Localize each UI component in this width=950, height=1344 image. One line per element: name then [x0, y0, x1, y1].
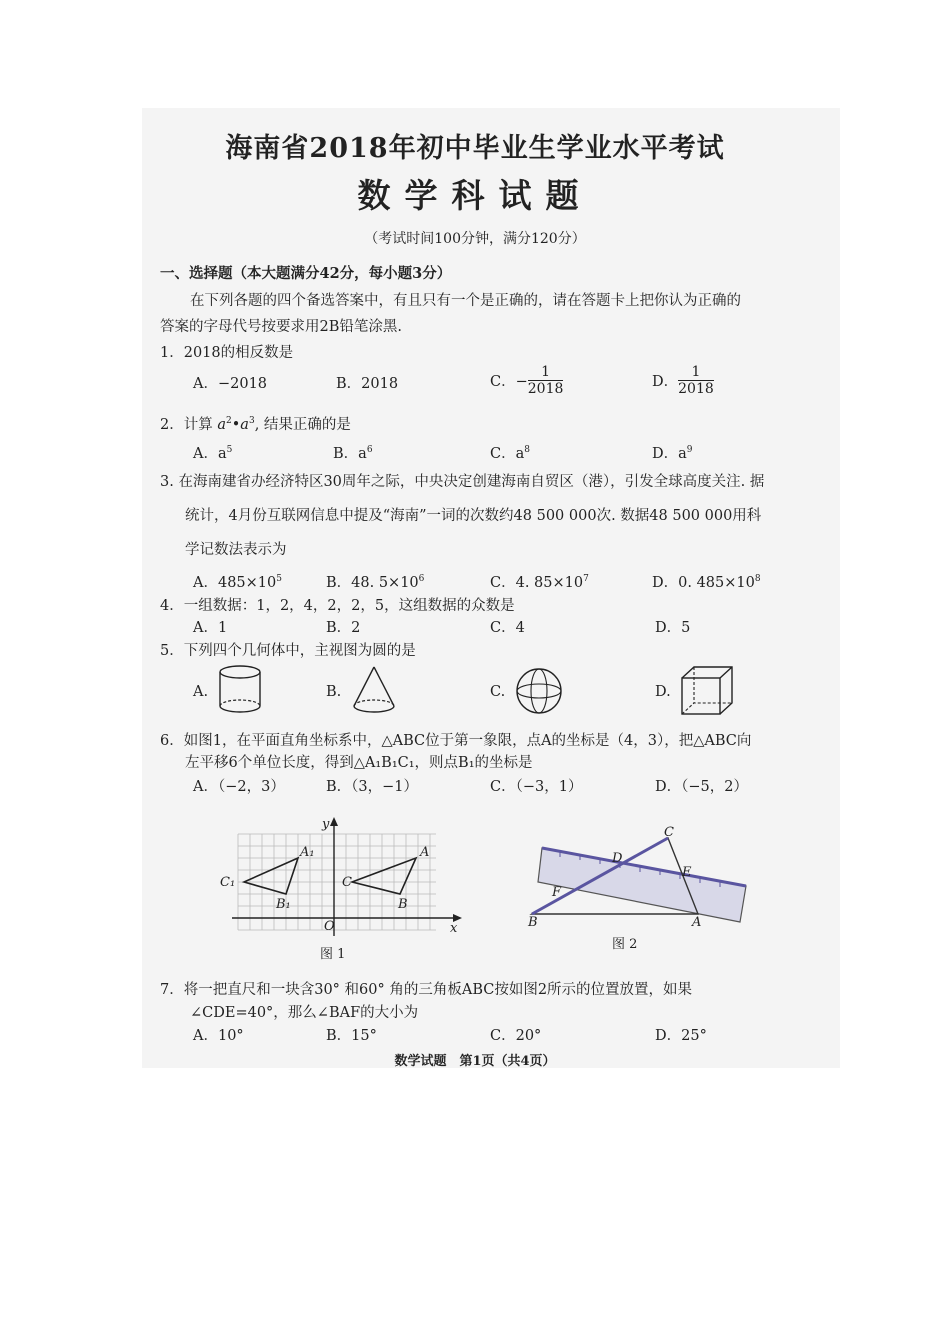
q2-stem-post: , 结果正确的是 — [254, 417, 351, 433]
ruler-shape — [538, 848, 746, 922]
q3-c-exp: 7 — [583, 574, 589, 585]
q5-option-d: D. — [655, 684, 671, 700]
q4-option-c: C．4 — [490, 620, 525, 636]
q4-stem: 4．一组数据：1，2，4，2，2，5，这组数据的众数是 — [160, 598, 515, 614]
q1-d-num: 1 — [678, 364, 714, 381]
q3-line2: 统计，4月份互联网信息中提及“海南”一词的次数约48 500 000次. 数据48 500 000用科 — [185, 508, 762, 524]
fig1-label-x: x — [450, 921, 458, 936]
fig1-label-c1: C₁ — [220, 875, 236, 890]
fig2-label-d: D — [612, 851, 623, 866]
q5-option-b: B. — [326, 684, 342, 700]
q2-a-exp: 5 — [226, 445, 233, 456]
figure2-caption: 图 2 — [612, 937, 638, 952]
q7-option-d: D．25° — [655, 1028, 707, 1044]
q3-line3: 学记数法表示为 — [185, 542, 287, 558]
q3-b-exp: 6 — [418, 574, 425, 585]
figure1-caption: 图 1 — [320, 947, 346, 962]
cylinder-figure — [216, 664, 266, 716]
exam-title: 海南省2018年初中毕业生学业水平考试 — [225, 133, 725, 164]
q1-d-prefix: D． — [652, 374, 679, 390]
section-heading: 一、选择题（本大题满分42分，每小题3分） — [160, 265, 452, 282]
fig1-label-b1: B₁ — [276, 897, 291, 912]
q2-c-exp: 8 — [524, 445, 530, 456]
q2-stem-pre: 2．计算 — [160, 417, 213, 433]
q6-option-a: A．（−2，3） — [193, 779, 285, 795]
q5-option-c: C. — [490, 684, 506, 700]
q2-option-c — [490, 442, 530, 463]
q6-line2: 左平移6个单位长度，得到△A₁B₁C₁，则点B₁的坐标是 — [185, 755, 533, 771]
q3-a-exp: 5 — [276, 574, 282, 585]
figure1-grid — [238, 834, 436, 930]
q1-stem: 1．2018的相反数是 — [160, 345, 294, 361]
q1-c-num: 1 — [528, 364, 564, 381]
instructions-line1: 在下列各题的四个备选答案中，有且只有一个是正确的，请在答题卡上把你认为正确的 — [190, 293, 741, 309]
fig2-label-e: E — [682, 865, 692, 880]
q3-c-label: C．4. 85×10 — [490, 575, 584, 591]
cube-figure — [678, 664, 736, 718]
q2-d-exp: 9 — [686, 445, 693, 456]
q2-a-label: A．a — [193, 446, 227, 462]
q6-option-d: D．（−5，2） — [655, 779, 748, 795]
fig1-label-a: A — [420, 845, 430, 860]
cone-figure — [350, 664, 398, 716]
figure1-coordinate-plane — [210, 812, 470, 962]
q7-line1: 7．将一把直尺和一块含30° 和60° 角的三角板ABC按如图2所示的位置放置，如果 — [160, 982, 693, 998]
q3-b-label: B．48. 5×10 — [326, 575, 419, 591]
q7-option-b: B．15° — [326, 1028, 377, 1044]
q2-option-d — [652, 442, 693, 463]
sphere-figure — [514, 666, 564, 716]
fig1-label-y: y — [322, 817, 330, 832]
triangle-a1b1c1 — [244, 858, 298, 894]
fig2-label-b: B — [528, 915, 538, 930]
fig1-label-a1: A₁ — [300, 845, 315, 860]
q4-option-b: B．2 — [326, 620, 361, 636]
q1-option-c — [490, 364, 563, 397]
fig1-label-c: C — [342, 875, 352, 890]
fig2-label-c: C — [664, 826, 674, 840]
q1-c-fraction — [528, 364, 564, 397]
q5-option-a: A. — [193, 684, 209, 700]
fig2-label-a: A — [692, 915, 702, 930]
fig2-label-f: F — [552, 885, 562, 900]
exam-note: （考试时间100分钟，满分120分） — [364, 231, 586, 247]
subject-title: 数学科试题 — [357, 176, 593, 215]
instructions-line2: 答案的字母代号按要求用2B铅笔涂黑. — [160, 319, 402, 335]
q2-stem: 2．计算 $a^2•a^3$, 结果正确的是 — [160, 416, 351, 433]
y-axis-arrow-icon — [330, 817, 338, 826]
q1-option-a: A．−2018 — [193, 376, 268, 392]
q2-d-label: D．a — [652, 446, 687, 462]
q2-b-label: B．a — [333, 446, 367, 462]
q6-line1: 6．如图1，在平面直角坐标系中，△ABC位于第一象限，点A的坐标是（4，3），把△ABC向 — [160, 733, 752, 749]
q6-option-c: C．（−3，1） — [490, 779, 583, 795]
q1-c-prefix: C．− — [490, 374, 528, 390]
q3-option-a — [193, 571, 282, 592]
q3-a-label: A．485×10 — [193, 575, 277, 591]
page-footer: 数学试题 第1页（共4页） — [394, 1054, 556, 1069]
q3-option-d — [652, 571, 761, 592]
q5-stem: 5．下列四个几何体中，主视图为圆的是 — [160, 643, 416, 659]
q2-option-b — [333, 442, 373, 463]
q2-b-exp: 6 — [366, 445, 373, 456]
q1-c-den: 2018 — [527, 381, 564, 397]
q7-option-c: C．20° — [490, 1028, 542, 1044]
q3-option-b — [326, 571, 424, 592]
q7-option-a: A．10° — [193, 1028, 244, 1044]
q3-d-exp: 8 — [754, 574, 761, 585]
fig1-label-origin: O — [324, 919, 335, 934]
q3-option-c — [490, 571, 589, 592]
q1-d-den: 2018 — [678, 381, 714, 397]
figure2-ruler-triangle — [520, 826, 750, 956]
q6-option-b: B．（3，−1） — [326, 779, 419, 795]
q1-option-d — [652, 364, 714, 397]
q2-c-label: C．a — [490, 446, 525, 462]
q7-line2: ∠CDE=40°，那么∠BAF的大小为 — [190, 1005, 419, 1021]
fig1-label-b: B — [398, 897, 408, 912]
q4-option-a: A．1 — [193, 620, 228, 636]
q3-d-label: D．0. 485×10 — [652, 575, 755, 591]
q3-line1: 3. 在海南建省办经济特区30周年之际，中央决定创建海南自贸区（港），引发全球高度关注. 据 — [160, 474, 765, 490]
q1-d-fraction — [678, 364, 714, 397]
q4-option-d: D．5 — [655, 620, 691, 636]
q2-option-a — [193, 442, 232, 463]
q1-option-b: B．2018 — [336, 376, 399, 392]
